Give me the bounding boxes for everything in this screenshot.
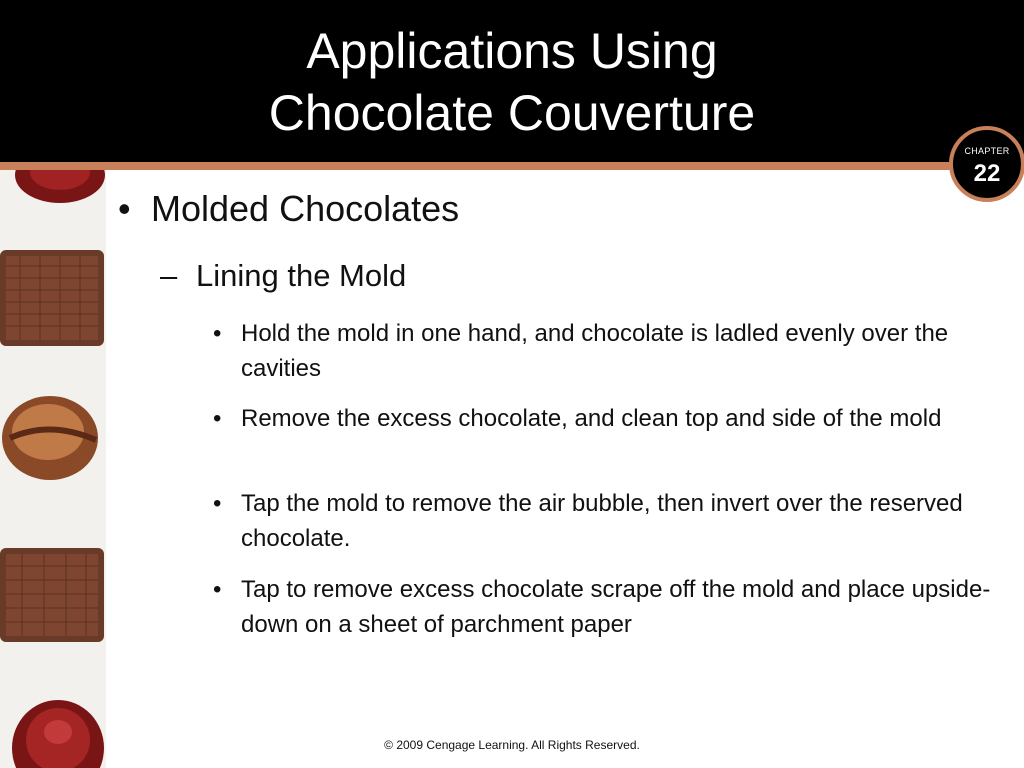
chapter-number: 22 xyxy=(973,160,1001,187)
title-line-1: Applications Using xyxy=(306,23,718,79)
list-item xyxy=(213,401,993,436)
bullet-glyph: • xyxy=(213,320,222,347)
list-item-text: Tap to remove excess chocolate scrape off the mold and place upside-down on a sheet of parchment paper xyxy=(241,576,991,638)
bullet-glyph: • xyxy=(213,405,222,432)
list-item-text: Remove the excess chocolate, and clean top and side of the mold xyxy=(241,405,942,432)
list-item xyxy=(213,572,993,642)
list-item xyxy=(213,486,993,556)
title-line-2: Chocolate Couverture xyxy=(268,85,756,141)
chocolate-images-icon xyxy=(0,170,106,768)
list-item-text: Hold the mold in one hand, and chocolate is ladled evenly over the cavities xyxy=(241,320,949,382)
bullet-glyph: • xyxy=(213,576,222,603)
heading-text: Molded Chocolates xyxy=(151,188,460,229)
chapter-badge xyxy=(949,126,1024,202)
copyright-footer: © 2009 Cengage Learning. All Rights Reserved. xyxy=(384,738,640,752)
bullet-glyph: • xyxy=(213,490,222,517)
slide-title xyxy=(0,20,1024,144)
bullet-glyph: • xyxy=(118,188,131,229)
chapter-label: CHAPTER xyxy=(964,146,1010,156)
list-item-text: Tap the mold to remove the air bubble, then invert over the reserved chocolate. xyxy=(241,490,963,552)
dash-glyph: – xyxy=(160,258,178,293)
list-item xyxy=(213,316,993,386)
subheading-text: Lining the Mold xyxy=(196,258,407,293)
title-accent-rule xyxy=(0,162,1024,170)
chocolate-image-strip xyxy=(0,170,106,768)
